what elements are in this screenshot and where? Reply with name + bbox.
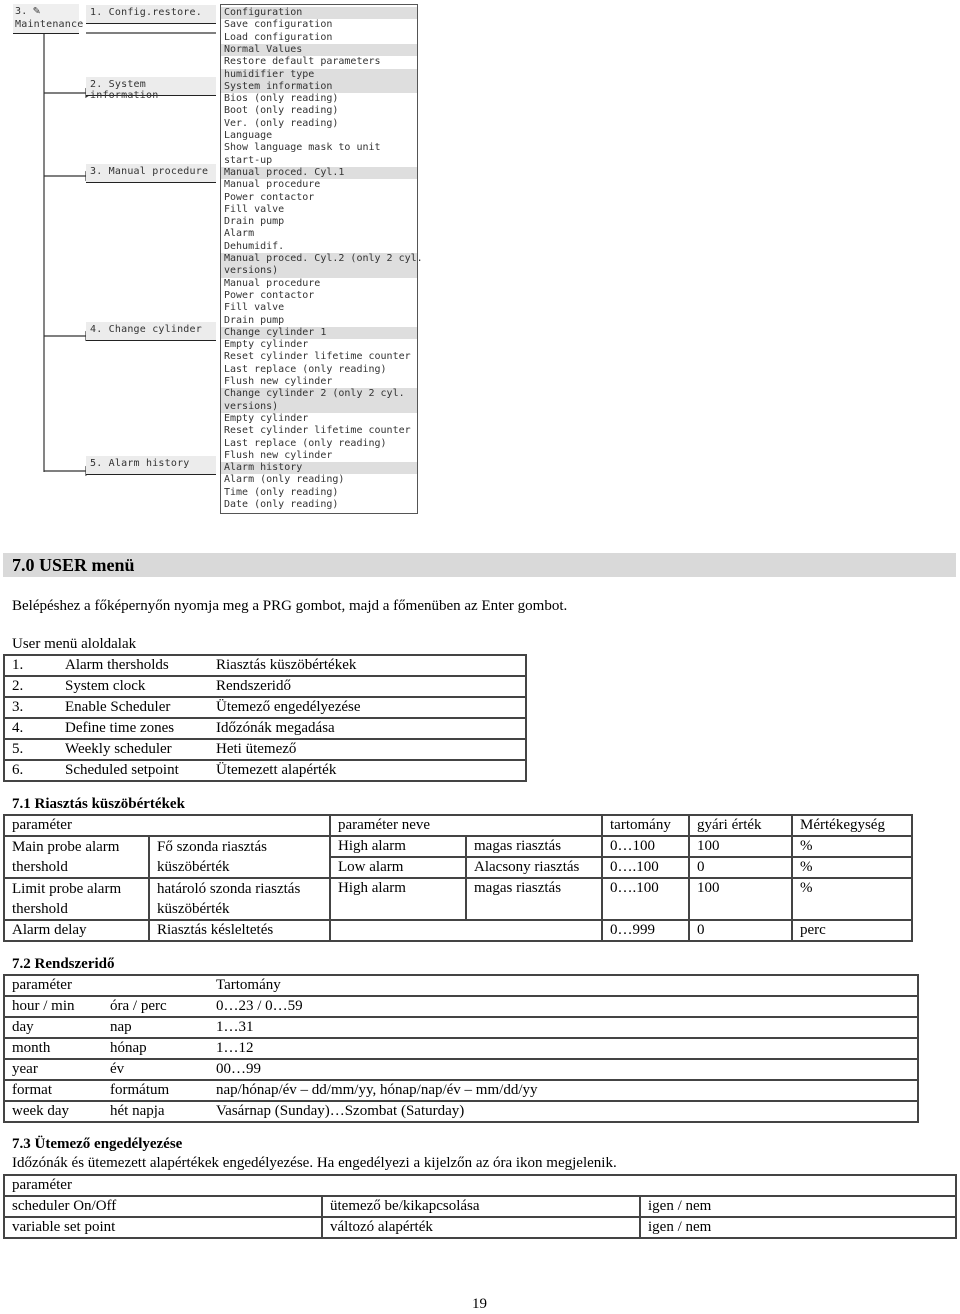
table-row	[4, 760, 526, 781]
branch-label: 4. Change cylinder	[90, 324, 202, 335]
table-row	[4, 1059, 918, 1080]
cell: év	[103, 1059, 209, 1080]
cell: 1…12	[209, 1038, 918, 1059]
cell: Scheduled setpoint	[58, 760, 209, 781]
maintenance-node	[13, 3, 84, 34]
cell: variable set point	[4, 1217, 322, 1238]
table-row	[4, 1038, 918, 1059]
table-header-row	[4, 815, 912, 836]
cell: 00…99	[209, 1059, 918, 1080]
cell: Alarm thersholds	[58, 655, 209, 676]
cell: igen / nem	[640, 1217, 956, 1238]
cell: %	[792, 836, 912, 857]
cell: Vasárnap (Sunday)…Szombat (Saturday)	[209, 1101, 918, 1122]
submenu-item: Reset cylinder lifetime counter	[224, 425, 411, 437]
cell: 5.	[4, 739, 58, 760]
header-parameter: paraméter	[4, 815, 330, 836]
submenu-header: Alarm history	[224, 462, 303, 474]
cell: 0…999	[602, 920, 689, 941]
cell: High alarm	[330, 878, 466, 920]
section-7-1-title: 7.1 Riasztás küszöbértékek	[12, 796, 185, 812]
cell: 0…100	[602, 836, 689, 857]
cell: 1.	[4, 655, 58, 676]
cell: System clock	[58, 676, 209, 697]
table-row	[4, 1080, 918, 1101]
cell: nap	[103, 1017, 209, 1038]
cell: perc	[792, 920, 912, 941]
cell: 4.	[4, 718, 58, 739]
header-parameter: paraméter	[4, 975, 209, 996]
submenu-header: Manual proced. Cyl.2 (only 2 cyl.	[224, 253, 423, 264]
cell: magas riasztás	[466, 836, 602, 857]
submenu-item: Reset cylinder lifetime counter	[224, 351, 411, 363]
cell: Heti ütemező	[209, 739, 526, 760]
submenu-item: Flush new cylinder	[224, 449, 333, 461]
cell: hour / min	[4, 996, 103, 1017]
table-row	[4, 718, 526, 739]
cell: scheduler On/Off	[4, 1196, 322, 1217]
submenu-item: Show language mask to unit	[224, 142, 381, 154]
branch-manual-procedure	[86, 164, 216, 183]
maintenance-number: 3.	[15, 6, 28, 17]
section-title: 7.0 USER menü	[12, 555, 135, 575]
section-7-2-title: 7.2 Rendszeridő	[12, 956, 115, 972]
cell: formátum	[103, 1080, 209, 1101]
submenu-header: System information	[224, 80, 333, 92]
submenu-item: Boot (only reading)	[224, 105, 339, 117]
submenu-header: Normal Values	[224, 43, 303, 55]
submenu-item: Load configuration	[224, 31, 333, 43]
cell: igen / nem	[640, 1196, 956, 1217]
header-range: tartomány	[602, 815, 689, 836]
branch-label: 5. Alarm history	[90, 458, 190, 469]
cell: Ütemező engedélyezése	[209, 697, 526, 718]
submenu-item: Dehumidif.	[224, 240, 285, 252]
cell: week day	[4, 1101, 103, 1122]
cell: 0….100	[602, 857, 689, 878]
cell: month	[4, 1038, 103, 1059]
table-row	[4, 1101, 918, 1122]
cell: 6.	[4, 760, 58, 781]
submenu-header: humidifier type	[224, 68, 315, 80]
branch-label: 3. Manual procedure	[90, 166, 209, 177]
table-row	[4, 1217, 956, 1238]
submenu-item: Power contactor	[224, 191, 315, 203]
cell: Riasztás küszöbértékek	[209, 655, 526, 676]
branch-config-restore	[86, 5, 216, 24]
section-7-3-title: 7.3 Ütemező engedélyezése	[12, 1136, 183, 1152]
submenu-item: Alarm (only reading)	[224, 474, 345, 486]
submenu-item: Fill valve	[224, 302, 285, 314]
cell: 0…23 / 0…59	[209, 996, 918, 1017]
cell: Riasztás késleltetés	[149, 920, 330, 941]
submenu-item: Language	[224, 130, 273, 141]
cell: Low alarm	[330, 857, 466, 878]
submenu-item: Last replace (only reading)	[224, 437, 387, 449]
cell: Időzónák megadása	[209, 718, 526, 739]
submenu-header: Change cylinder 1	[224, 326, 327, 338]
table-row	[4, 739, 526, 760]
branch-alarm-history	[86, 456, 216, 475]
cell: Ütemezett alapérték	[209, 760, 526, 781]
cell: year	[4, 1059, 103, 1080]
table-row	[4, 836, 912, 857]
submenu-header: Change cylinder 2 (only 2 cyl.	[224, 388, 405, 400]
table-row	[4, 676, 526, 697]
submenu-item: Manual procedure	[224, 277, 321, 289]
cell: magas riasztás	[466, 878, 602, 920]
submenu-item: Last replace (only reading)	[224, 363, 387, 375]
table-header-row	[4, 1175, 956, 1196]
cell	[330, 920, 602, 941]
cell: 0….100	[602, 878, 689, 920]
cell: óra / perc	[103, 996, 209, 1017]
scheduler-table	[3, 1174, 957, 1239]
branch-system-information	[86, 77, 216, 101]
branch-label: 1. Config.restore.	[90, 7, 202, 18]
cell: %	[792, 878, 912, 920]
cell: Weekly scheduler	[58, 739, 209, 760]
cell: %	[792, 857, 912, 878]
section-7-3-desc: Időzónák és ütemezett alapértékek engedélyezése. Ha engedélyezi a kijelzőn az óra ikon megjelenik.	[12, 1155, 617, 1171]
cell: 0	[689, 920, 792, 941]
submenu-item: start-up	[224, 154, 273, 166]
submenu-item: Date (only reading)	[224, 499, 339, 510]
cell: Alacsony riasztás	[466, 857, 602, 878]
submenu-items-panel	[220, 4, 423, 514]
cell: 100	[689, 836, 792, 857]
table-row	[4, 1196, 956, 1217]
cell: format	[4, 1080, 103, 1101]
cell: ütemező be/kikapcsolása	[322, 1196, 640, 1217]
alarm-thresholds-table	[3, 814, 913, 942]
submenu-item: Save configuration	[224, 19, 333, 31]
table-row	[4, 920, 912, 941]
submenu-item: Drain pump	[224, 216, 285, 228]
table-header-row	[4, 975, 918, 996]
cell: 3.	[4, 697, 58, 718]
branch-label: 2. System information	[90, 79, 159, 101]
wrench-icon: ✎	[33, 3, 41, 17]
maintenance-label: Maintenance	[15, 19, 84, 30]
cell: Enable Scheduler	[58, 697, 209, 718]
main-probe-en: Main probe alarm thershold	[4, 836, 149, 878]
header-unit: Mértékegység	[792, 815, 912, 836]
cell: Rendszeridő	[209, 676, 526, 697]
cell: 0	[689, 857, 792, 878]
cell: hét napja	[103, 1101, 209, 1122]
table-row	[4, 1017, 918, 1038]
submenu-header: versions)	[224, 265, 279, 277]
limit-probe-en: Limit probe alarm thershold	[4, 878, 149, 920]
submenu-item: Time (only reading)	[224, 486, 339, 498]
submenu-item: Power contactor	[224, 289, 315, 301]
limit-probe-hu: határoló szonda riasztás küszöbérték	[149, 878, 330, 920]
cell: day	[4, 1017, 103, 1038]
branch-change-cylinder	[86, 322, 216, 341]
cell: nap/hónap/év – dd/mm/yy, hónap/nap/év – mm/dd/yy	[209, 1080, 918, 1101]
submenu-item: Restore default parameters	[224, 56, 381, 68]
submenu-table	[3, 654, 527, 782]
submenu-item: Drain pump	[224, 314, 285, 326]
cell: hónap	[103, 1038, 209, 1059]
cell: 100	[689, 878, 792, 920]
table-row	[4, 878, 912, 920]
main-probe-hu: Fő szonda riasztás küszöbérték	[149, 836, 330, 878]
submenu-item: Flush new cylinder	[224, 376, 333, 387]
header-parameter: paraméter	[4, 1175, 956, 1196]
submenu-item: Empty cylinder	[224, 412, 309, 424]
cell: High alarm	[330, 836, 466, 857]
intro-text: Belépéshez a főképernyőn nyomja meg a PRG gombot, majd a főmenüben az Enter gombot.	[12, 598, 568, 614]
submenu-header: Manual proced. Cyl.1	[224, 166, 345, 178]
submenu-item: Empty cylinder	[224, 339, 309, 351]
submenu-item: Fill valve	[224, 203, 285, 215]
submenu-header: versions)	[224, 400, 279, 412]
system-clock-table	[3, 974, 919, 1123]
section-heading-band	[3, 553, 956, 577]
cell: Alarm delay	[4, 920, 149, 941]
submenu-item: Bios (only reading)	[224, 93, 339, 105]
page-number: 19	[472, 1296, 487, 1312]
header-range: Tartomány	[209, 975, 918, 996]
cell: változó alapérték	[322, 1217, 640, 1238]
submenu-item: Ver. (only reading)	[224, 117, 339, 129]
submenu-caption: User menü aloldalak	[12, 636, 137, 652]
table-row	[4, 996, 918, 1017]
submenu-item: Manual procedure	[224, 179, 321, 191]
table-row	[4, 655, 526, 676]
cell: 2.	[4, 676, 58, 697]
cell: Define time zones	[58, 718, 209, 739]
header-default: gyári érték	[689, 815, 792, 836]
header-parameter-name: paraméter neve	[330, 815, 602, 836]
submenu-header: Configuration	[224, 7, 303, 18]
cell: 1…31	[209, 1017, 918, 1038]
submenu-item: Alarm	[224, 228, 255, 240]
table-row	[4, 697, 526, 718]
